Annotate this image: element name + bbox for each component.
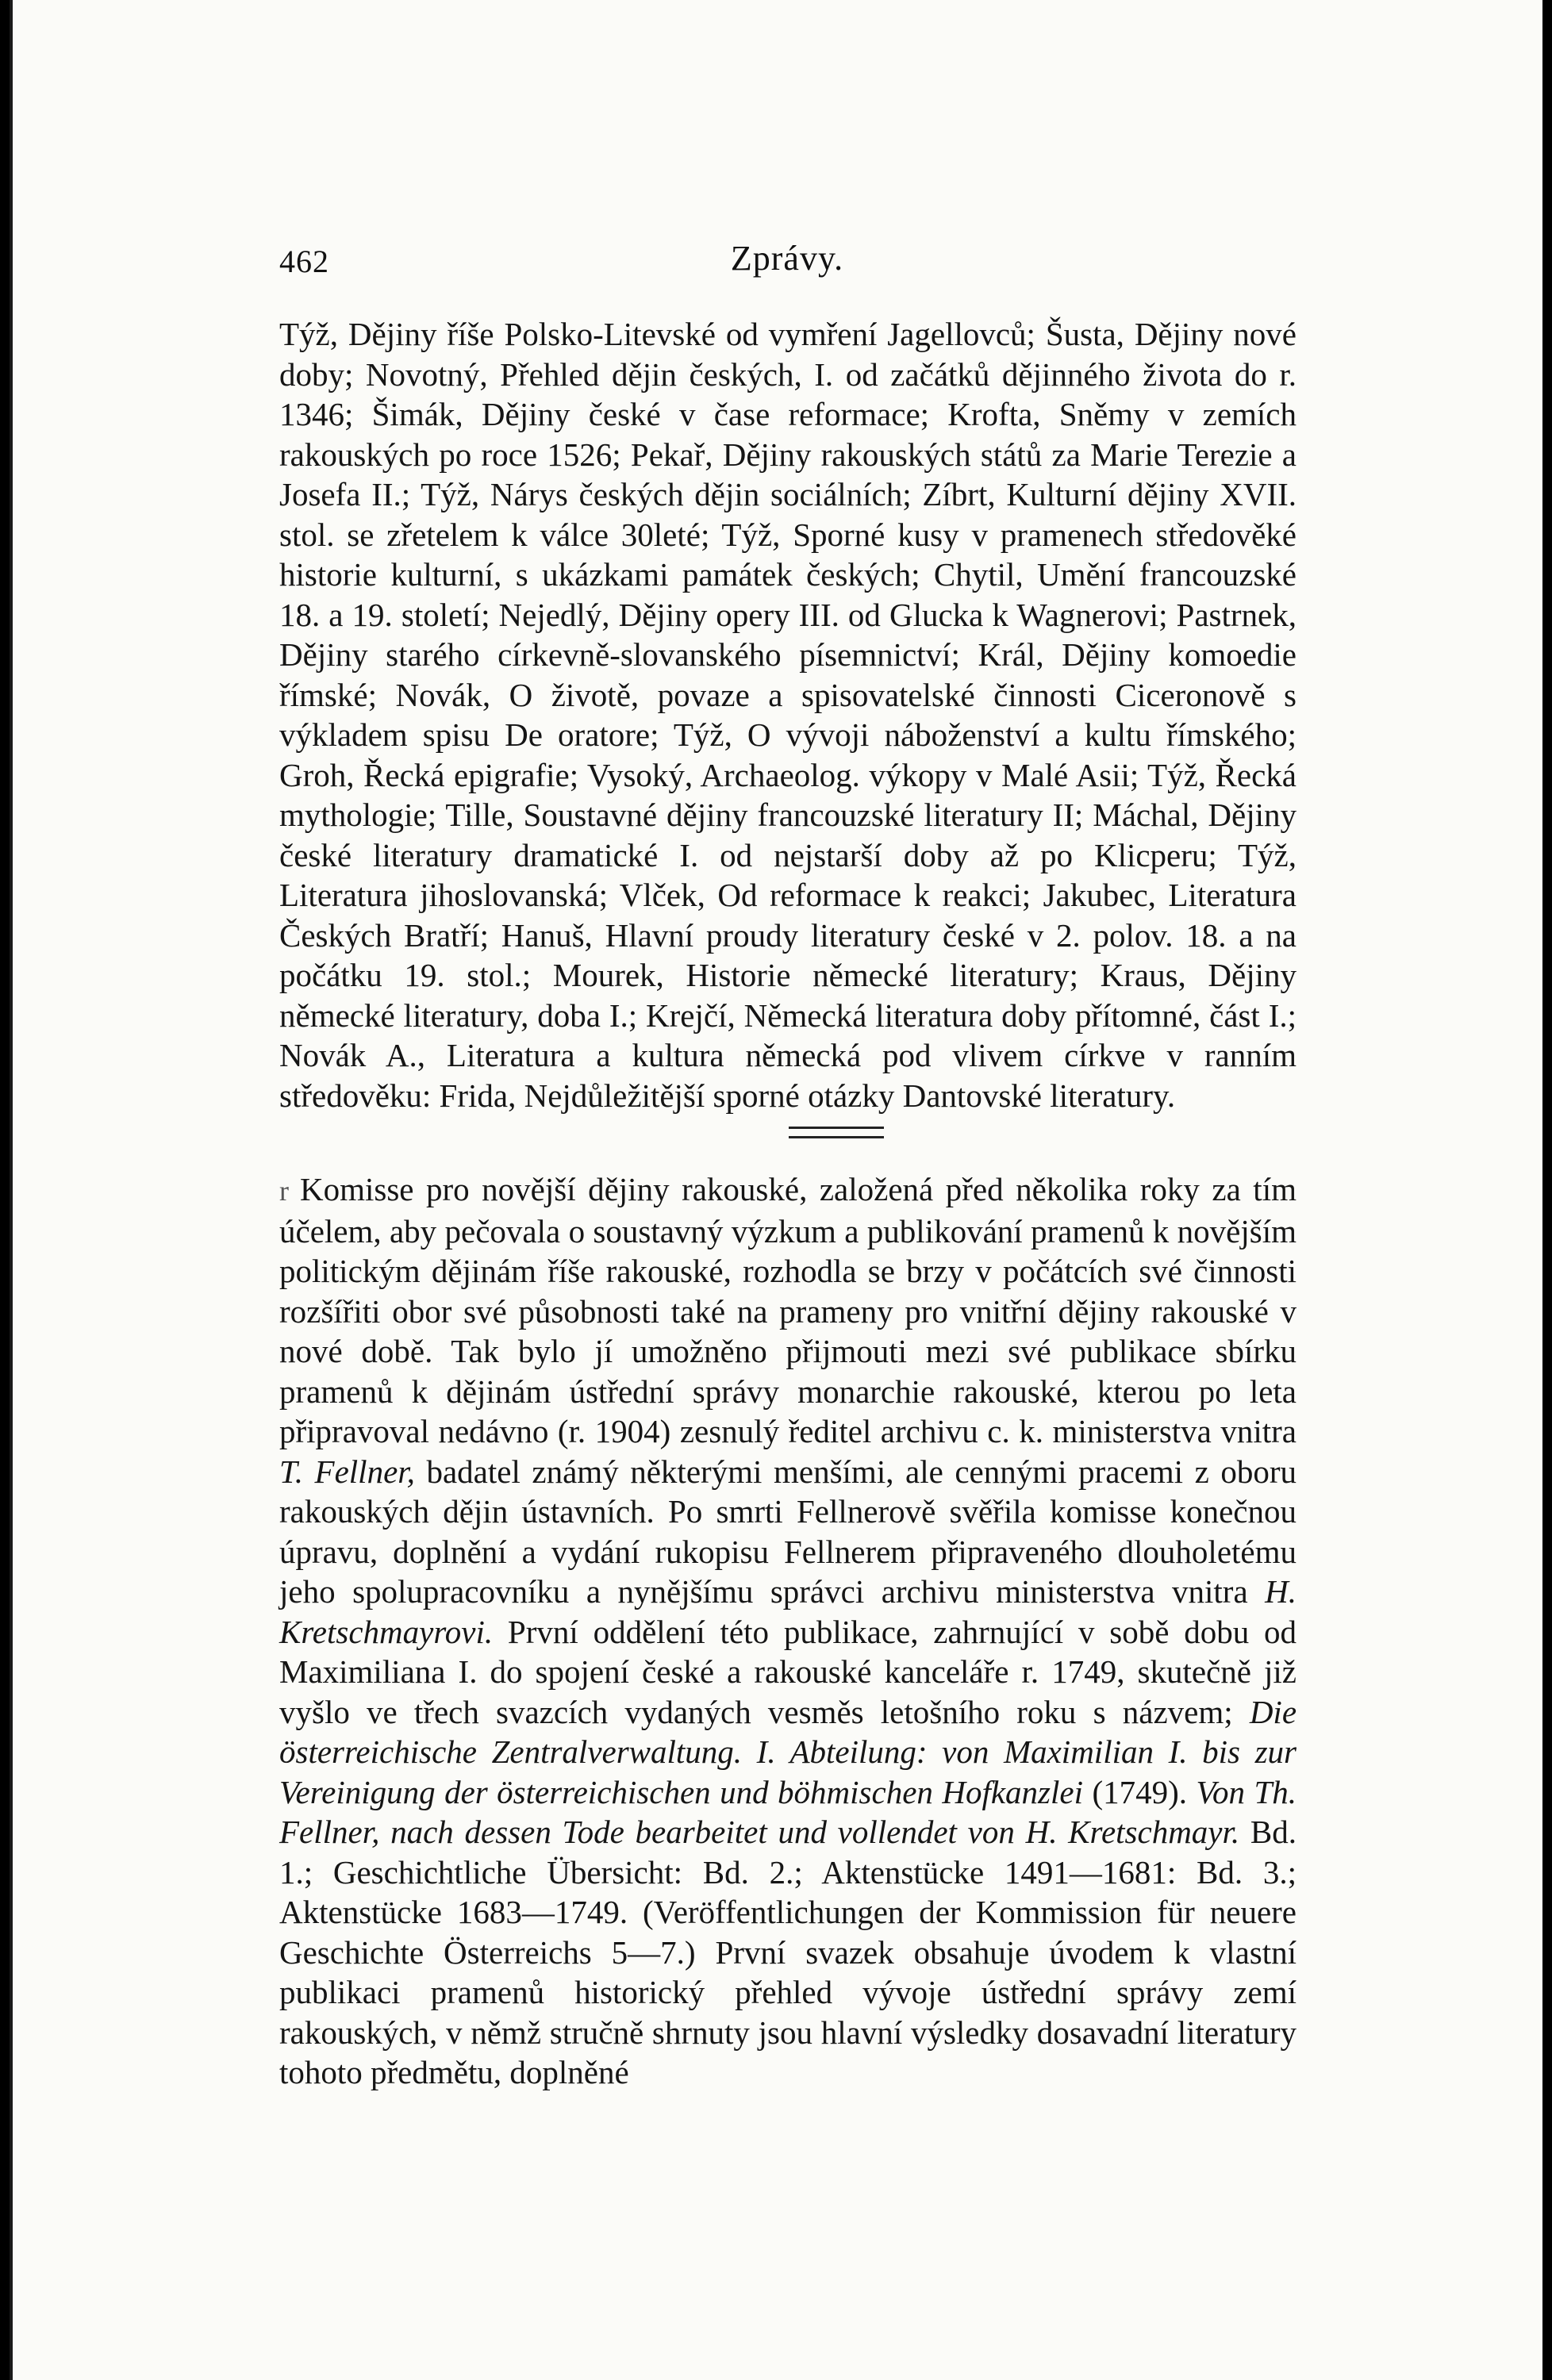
author-name-kretschmayr: H. Kretschmayrovi. (279, 1573, 1297, 1650)
paragraph-body (279, 1169, 1297, 2093)
text-segment: Bd. 1.; Geschichtliche Übersicht: Bd. 2.; Aktenstücke 1491—1681: Bd. 3.; Aktenstücke 1683—1749. (Veröffentlichungen der Kommission für neuere Geschichte Österreichs 5—7.) První svazek obsahuje úvodem k vlastní publikaci pramenů historický přehled vývoje ústřední správy zemí rakouských, v němž stručně shrnuty jsou hlavní výsledky dosavadní literatury tohoto předmětu, doplněné (279, 1814, 1297, 2090)
publication-editors: Von Th. Fellner, nach dessen Tode bearbeitet und vollendet von H. Kretschmayr. (279, 1773, 1297, 1850)
text-segment: Komisse pro novější dějiny rakouské, založená před několika roky za tím účelem, aby pečovala o soustavný výzkum a publikování pramenů k novějším politickým dějinám říše rakouské, rozhodla se brzy v počátcích své činnosti rozšířiti obor své působnosti také na prameny pro vnitřní dějiny rakouské v nové době. Tak bylo jí umožněno přijmouti mezi své publikace sbírku pramenů k dějinám ústřední správy monarchie rakouské, kterou po leta připravoval nedávno (r. 1904) zesnulý ředitel archivu c. k. ministerstva vnitra (279, 1171, 1297, 1449)
section-separator (789, 1127, 884, 1138)
text-segment: (1749). (1092, 1773, 1188, 1810)
text-segment: První oddělení této publikace, zahrnující v sobě dobu od Maximiliana I. do spojení české a rakouské kanceláře r. 1749, skutečně již vyšlo ve třech svazcích vydaných vesměs letošního roku s názvem; (279, 1613, 1297, 1730)
page-header (279, 238, 1295, 286)
text-segment: badatel známý některými menšími, ale cennými pracemi z oboru rakouských dějin ústavních. Po smrti Fellnerově svěřila komisse konečnou úpravu, doplnění a vydání rukopisu Fellnerem připraveného dlouholetému jeho spolupracovníku a nynějšímu správci archivu ministerstva vnitra (279, 1453, 1297, 1610)
paragraph-book-list (279, 314, 1297, 1115)
paragraph-commission-report (279, 1169, 1297, 2093)
author-name-fellner: T. Fellner, (279, 1453, 415, 1490)
page-edge (10, 0, 13, 2380)
paragraph-text: Týž, Dějiny říše Polsko-Litevské od vymření Jagellovců; Šusta, Dějiny nové doby; Novotný, Přehled dějin českých, I. od začátků dějinného života do r. 1346; Šimák, Dějiny české v čase reformace; Krofta, Sněmy v zemích rakouských po roce 1526; Pekař, Dějiny rakouských států za Marie Terezie a Josefa II.; Týž, Nárys českých dějin sociálních; Zíbrt, Kulturní dějiny XVII. stol. se zřetelem k válce 30leté; Týž, Sporné kusy v pramenech středověké historie kulturní, s ukázkami památek českých; Chytil, Umění francouzské 18. a 19. století; Nejedlý, Dějiny opery III. od Glucka k Wagnerovi; Pastrnek, Dějiny starého církevně-slovanského písemnictví; Král, Dějiny komoedie římské; Novák, O životě, povaze a spisovatelské činnosti Ciceronově s výkladem spisu De oratore; Týž, O vývoji náboženství a kultu římského; Groh, Řecká epigrafie; Vysoký, Archaeolog. výkopy v Malé Asii; Týž, Řecká mythologie; Tille, Soustavné dějiny francouzské literatury II; Máchal, Dějiny české literatury dramatické I. od nejstarší doby až po Klicperu; Týž, Literatura jihoslovanská; Vlček, Od reformace k reakci; Jakubec, Literatura Českých Bratří; Hanuš, Hlavní proudy literatury české v 2. polov. 18. a na počátku 19. stol.; Mourek, Historie německé literatury; Kraus, Dějiny německé literatury, doba I.; Krejčí, Německá literatura doby přítomné, část I.; Novák A., Literatura a kultura německá pod vlivem církve v ranním středověku: Frida, Nejdůležitější sporné otázky Dantovské literatury. (279, 316, 1297, 1114)
book-page (10, 0, 1542, 2380)
margin-mark: r (279, 1175, 289, 1207)
running-title: Zprávy. (730, 239, 844, 278)
publication-title: Die österreichische Zentralverwaltung. I. Abteilung: von Maximilian I. bis zur Vereinigung der österreichischen und böhmischen Hofkanzlei (279, 1693, 1297, 1810)
page-number: 462 (279, 244, 329, 279)
